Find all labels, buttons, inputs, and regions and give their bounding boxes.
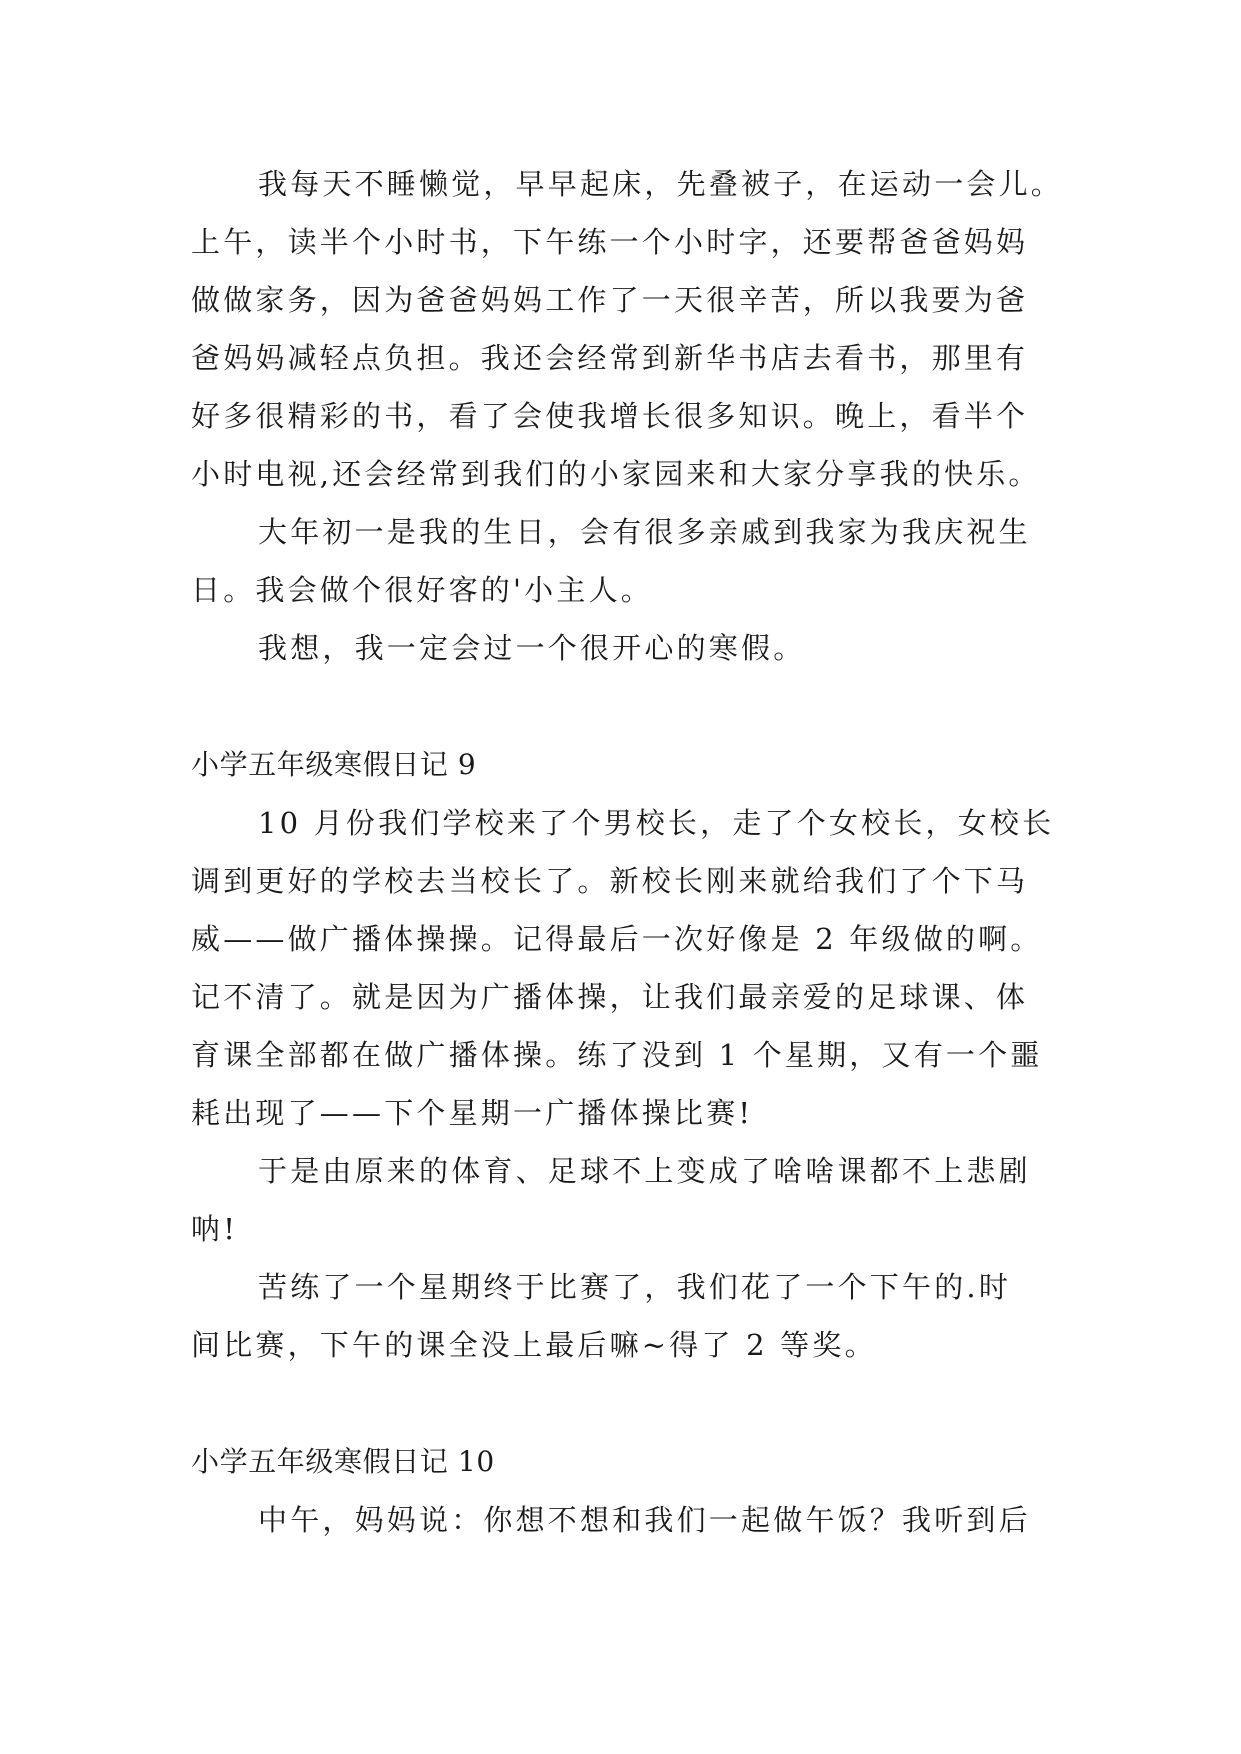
section-title: 小学五年级寒假日记 9	[191, 748, 477, 781]
paragraph-line: 日。我会做个很好客的'小主人。	[191, 573, 653, 607]
paragraph-line: 做做家务，因为爸爸妈妈工作了一天很辛苦，所以我要为爸	[191, 283, 1029, 317]
section-title: 小学五年级寒假日记 10	[191, 1445, 495, 1478]
paragraph-line: 调到更好的学校去当校长了。新校长刚来就给我们了个下马	[191, 864, 1029, 898]
paragraph-line: 威——做广播体操操。记得最后一次好像是 2 年级做的啊。	[191, 922, 1043, 956]
paragraph-line: 好多很精彩的书，看了会使我增长很多知识。晚上，看半个	[191, 399, 1029, 433]
paragraph-line: 耗出现了——下个星期一广播体操比赛!	[191, 1096, 754, 1130]
paragraph-line: 我想，我一定会过一个很开心的寒假。	[258, 631, 806, 665]
paragraph-line: 大年初一是我的生日，会有很多亲戚到我家为我庆祝生	[258, 515, 1031, 549]
paragraph-line: 小时电视,还会经常到我们的小家园来和大家分享我的快乐。	[191, 457, 1041, 491]
paragraph-line: 中午，妈妈说：你想不想和我们一起做午饭？我听到后	[258, 1503, 1031, 1537]
paragraph-line: 苦练了一个星期终于比赛了，我们花了一个下午的.时	[258, 1270, 1012, 1304]
paragraph-line: 我每天不睡懒觉，早早起床，先叠被子，在运动一会儿。	[258, 167, 1064, 201]
paragraph-line: 于是由原来的体育、足球不上变成了啥啥课都不上悲剧	[258, 1154, 1031, 1188]
paragraph-line: 上午，读半个小时书，下午练一个小时字，还要帮爸爸妈妈	[191, 225, 1029, 259]
paragraph-line: 育课全部都在做广播体操。练了没到 1 个星期，又有一个噩	[191, 1038, 1043, 1072]
paragraph-line: 呐!	[191, 1212, 239, 1246]
paragraph-line: 间比赛，下午的课全没上最后嘛~得了 2 等奖。	[191, 1328, 877, 1362]
paragraph-line: 10 月份我们学校来了个男校长，走了个女校长，女校长	[258, 806, 1055, 840]
paragraph-line: 爸妈妈减轻点负担。我还会经常到新华书店去看书，那里有	[191, 341, 1029, 375]
paragraph-line: 记不清了。就是因为广播体操，让我们最亲爱的足球课、体	[191, 980, 1029, 1014]
